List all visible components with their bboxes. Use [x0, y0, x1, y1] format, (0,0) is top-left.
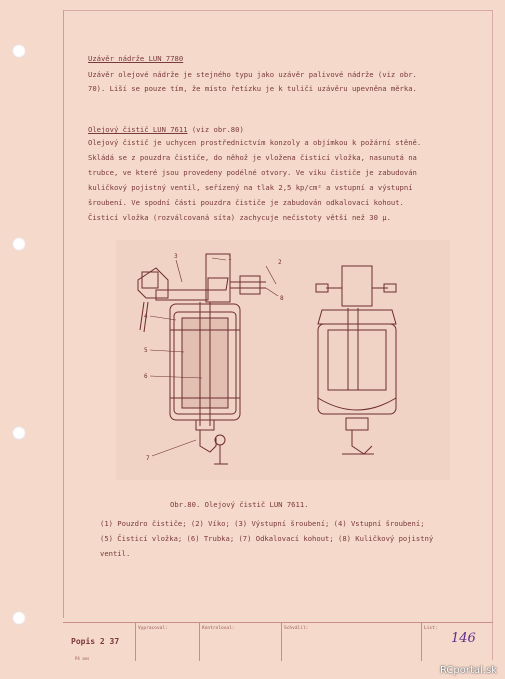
callout-label: 1 [228, 255, 232, 262]
binder-hole [12, 611, 26, 625]
sheet-cell: List: [421, 623, 493, 661]
sheet-number: 146 [451, 631, 476, 646]
callout-label: 7 [146, 455, 150, 462]
margin-line [63, 10, 64, 618]
legend-line: (1) Pouzdro čističe; (2) Víko; (3) Výstupní šroubení; (4) Vstupní šroubení; [100, 519, 425, 528]
paragraph-line: Uzávěr olejové nádrže je stejného typu jako uzávěr palivové nádrže (viz obr. [88, 70, 417, 79]
figure-caption: Obr.80. Olejový čistič LUN 7611. [170, 500, 309, 509]
frame-right-line [492, 10, 493, 660]
paragraph-line: Olejový čistič je uchycen prostřednictvím konzoly a objímkou k požární stěně. [88, 138, 422, 147]
section-heading-tank-cap: Uzávěr nádrže LUN 7780 [88, 54, 184, 63]
binder-hole [12, 426, 26, 440]
legend-line: (5) Čisticí vložka; (6) Trubka; (7) Odkalovací kohout; (8) Kuličkový pojistný [100, 534, 434, 543]
approved-by-cell: Schválil: [281, 623, 421, 661]
binder-hole [12, 44, 26, 58]
paragraph-line: Skládá se z pouzdra čističe, do něhož je vložena čisticí vložka, nasunutá na [88, 153, 417, 162]
paragraph-line: šroubení. Ve spodní části pouzdra čističe je zabudován odkalovací kohout. [88, 198, 404, 207]
legend-line: ventil. [100, 549, 131, 558]
prepared-by-cell: Vypracoval: [135, 623, 199, 661]
external-view [316, 266, 396, 454]
callout-label: 2 [278, 259, 282, 266]
sectional-view [138, 254, 266, 464]
callout-label: 3 [174, 253, 178, 260]
form-stamp: P4 aes [75, 656, 90, 661]
paragraph-line: trubce, ve které jsou provedeny podélné otvory. Ve víku čističe je zabudován [88, 168, 417, 177]
paragraph-line: 70). Liší se pouze tím, že místo řetízku je k tuliči uzávěru upevněna měrka. [88, 84, 417, 93]
heading-ref: (viz obr.80) [187, 125, 244, 134]
heading-text: Olejový čistič LUN 7611 [88, 125, 188, 134]
paragraph-line: kuličkový pojistný ventil, seřízený na tlak 2,5 kp/cm² a vstupní a výstupní [88, 183, 413, 192]
callout-label: 5 [144, 347, 148, 354]
page-reference: Popis 2 37 [71, 637, 120, 646]
figure-legend [100, 516, 490, 561]
paragraph-line: Čisticí vložka (rozválcovaná síta) zachycuje nečistoty větší než 30 μ. [88, 213, 391, 222]
title-block [63, 622, 493, 661]
checked-by-cell: Kontroloval: [199, 623, 281, 661]
watermark: RCportal.sk [439, 665, 497, 676]
callout-label: 4 [144, 313, 148, 320]
binder-hole [12, 237, 26, 251]
frame-top-line [63, 10, 493, 11]
callout-label: 6 [144, 373, 148, 380]
oil-filter-drawing [116, 240, 450, 480]
callout-label: 8 [280, 295, 284, 302]
oil-filter-svg [116, 240, 450, 480]
